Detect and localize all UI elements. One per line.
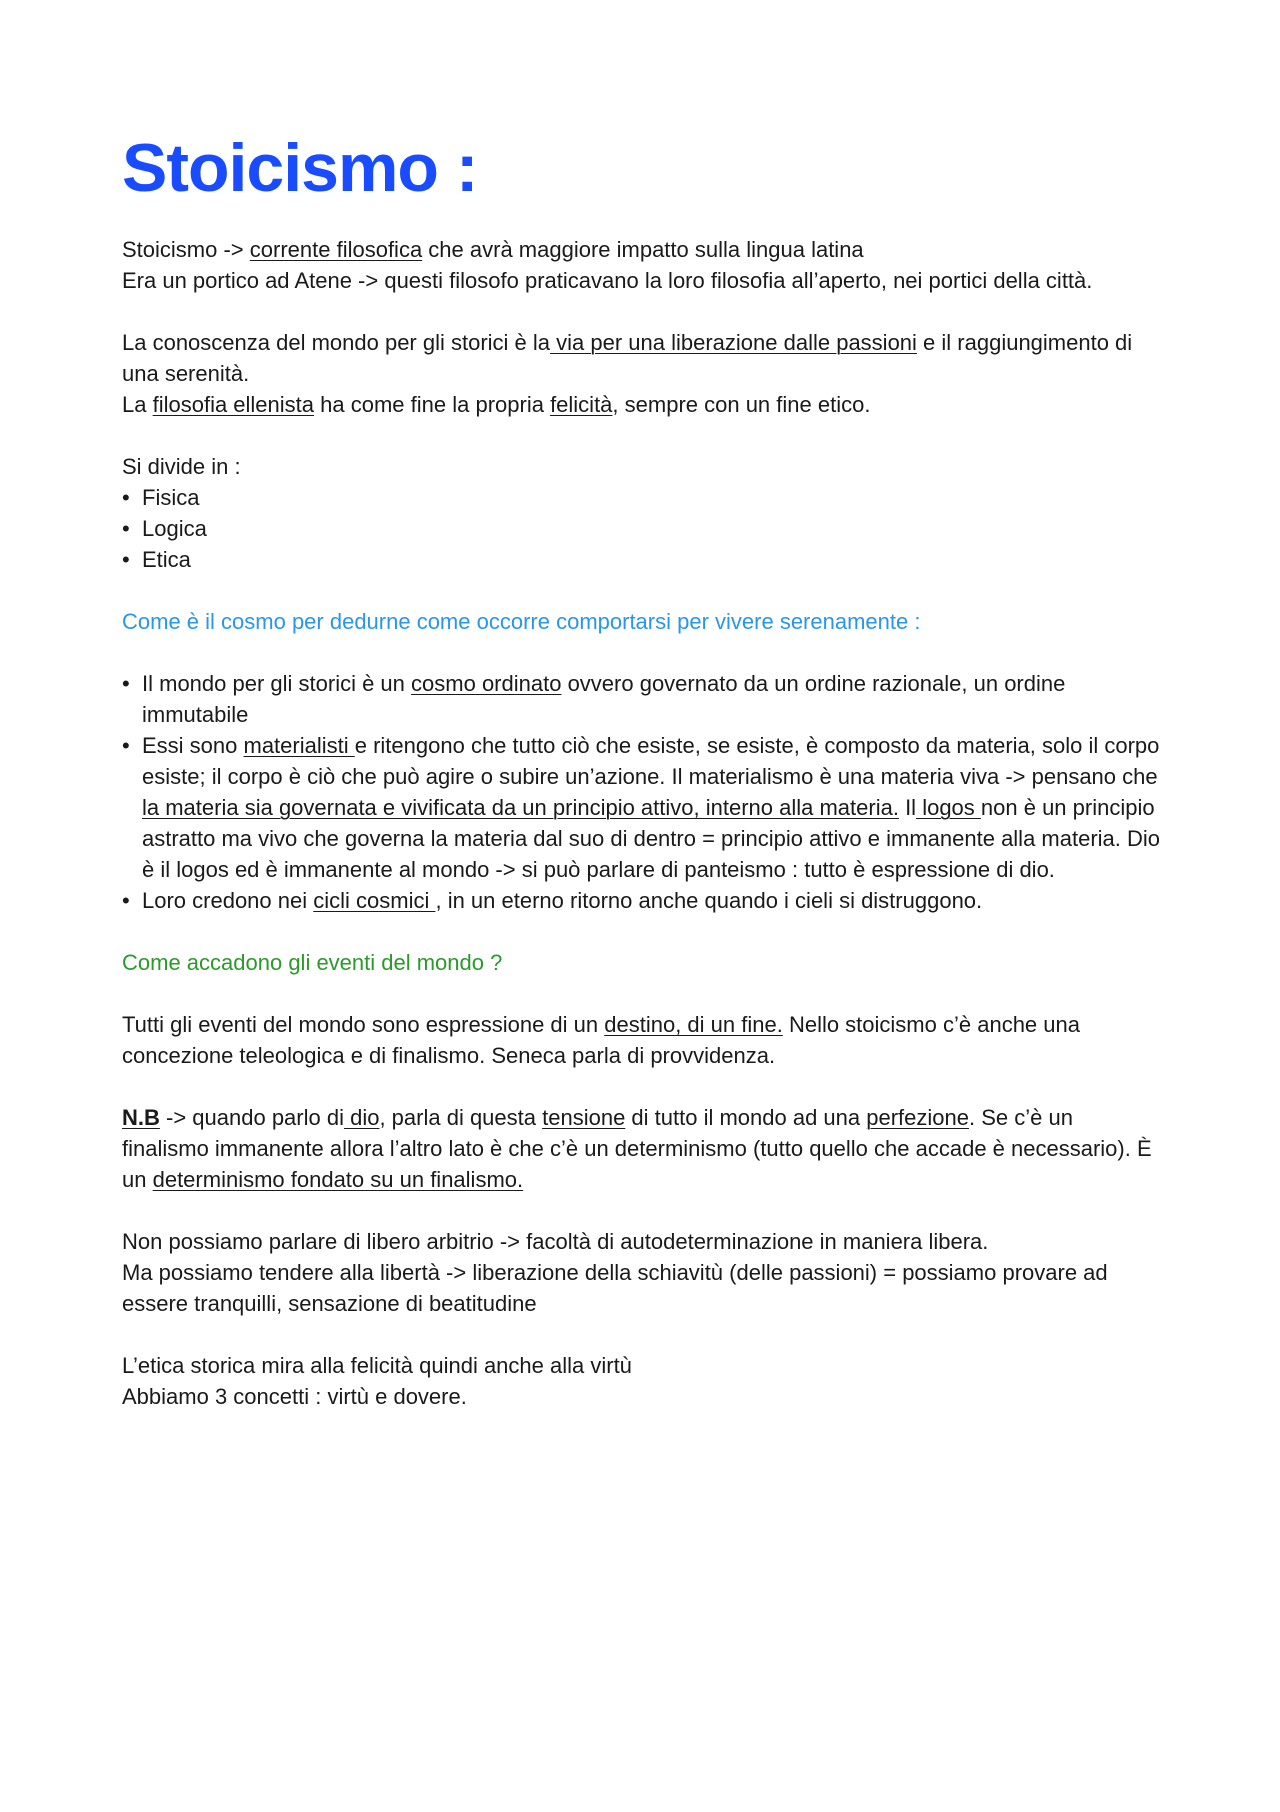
section-heading-eventi: Come accadono gli eventi del mondo ? xyxy=(122,950,503,975)
text-span: di tutto il mondo ad una xyxy=(625,1105,867,1130)
liberta-line-1: Non possiamo parlare di libero arbitrio -> facoltà di autodeterminazione in maniera libera. xyxy=(122,1229,989,1254)
spacer xyxy=(122,1071,1160,1102)
text-span: , sempre con un fine etico. xyxy=(612,392,871,417)
text-span: Tutti gli eventi del mondo sono espressione di un xyxy=(122,1012,605,1037)
section-heading-cosmo: Come è il cosmo per dedurne come occorre comportarsi per vivere serenamente : xyxy=(122,609,921,634)
list-item xyxy=(122,730,1160,885)
text-span: La xyxy=(122,392,153,417)
text-span: che avrà maggiore impatto sulla lingua latina xyxy=(422,237,864,262)
underlined-term: determinismo fondato su un finalismo. xyxy=(152,1167,524,1192)
underlined-term: filosofia ellenista xyxy=(152,392,315,417)
intro-line-1 xyxy=(122,234,1160,265)
text-span: Loro credono nei xyxy=(142,888,314,913)
etica-line-2: Abbiamo 3 concetti : virtù e dovere. xyxy=(122,1384,467,1409)
divide-label: Si divide in : xyxy=(122,454,241,479)
nb-label: N.B xyxy=(122,1105,160,1130)
nb-paragraph xyxy=(122,1102,1160,1195)
spacer xyxy=(122,637,1160,668)
underlined-term: la materia sia governata e vivificata da un principio attivo, interno alla materia. xyxy=(142,795,899,820)
underlined-term: dio xyxy=(343,1105,380,1130)
list-item xyxy=(122,668,1160,730)
spacer xyxy=(122,575,1160,606)
list-item: • Etica xyxy=(122,544,1160,575)
text-span: Nello stoicismo c’è anche una concezione teleologica e di finalismo. Seneca parla di provvidenza. xyxy=(122,1012,1080,1068)
underlined-term: cicli cosmici xyxy=(313,888,436,913)
text-span: Il mondo per gli storici è un xyxy=(142,671,412,696)
etica-line-1: L’etica storica mira alla felicità quindi anche alla virtù xyxy=(122,1353,632,1378)
liberta-line-2: Ma possiamo tendere alla libertà -> liberazione della schiavitù (delle passioni) = possiamo provare ad essere tranquilli, sensazione di beatitudine xyxy=(122,1260,1108,1316)
text-span: e il raggiungimento di una serenità. xyxy=(122,330,1133,386)
underlined-term: felicità xyxy=(550,392,613,417)
underlined-term: tensione xyxy=(542,1105,626,1130)
list-item: • Fisica xyxy=(122,482,1160,513)
underlined-term: cosmo ordinato xyxy=(411,671,562,696)
divide-list xyxy=(122,482,1160,575)
text-span: ha come fine la propria xyxy=(314,392,551,417)
text-span: , parla di questa xyxy=(379,1105,543,1130)
text-span: . Se c’è un finalismo immanente allora l’altro lato è che c’è un determinismo (tutto quello che accade è necessario). È un xyxy=(122,1105,1152,1192)
underlined-term: materialisti xyxy=(243,733,355,758)
underlined-term: corrente filosofica xyxy=(249,237,423,262)
underlined-term: destino, di un fine. xyxy=(604,1012,783,1037)
spacer xyxy=(122,978,1160,1009)
spacer xyxy=(122,1195,1160,1226)
conoscenza-paragraph xyxy=(122,327,1160,389)
cosmo-list xyxy=(122,668,1160,916)
spacer xyxy=(122,296,1160,327)
intro-line-2: Era un portico ad Atene -> questi filosofo praticavano la loro filosofia all’aperto, nei portici della città. xyxy=(122,268,1093,293)
text-span: -> quando parlo di xyxy=(159,1105,344,1130)
page-title: Stoicismo : xyxy=(122,130,478,206)
underlined-term: via per una liberazione dalle passioni xyxy=(550,330,917,355)
spacer xyxy=(122,1319,1160,1350)
text-span: ovvero governato da un ordine razionale, un ordine immutabile xyxy=(142,671,1066,727)
eventi-paragraph xyxy=(122,1009,1160,1071)
list-item xyxy=(122,885,1160,916)
spacer xyxy=(122,420,1160,451)
text-span: Essi sono xyxy=(142,733,244,758)
text-span: , in un eterno ritorno anche quando i cieli si distruggono. xyxy=(435,888,983,913)
underlined-term: perfezione xyxy=(866,1105,969,1130)
text-span: Il xyxy=(898,795,917,820)
filosofia-paragraph xyxy=(122,389,1160,420)
list-item: • Logica xyxy=(122,513,1160,544)
text-span: La conoscenza del mondo per gli storici è la xyxy=(122,330,551,355)
text-span: non è un principio astratto ma vivo che governa la materia dal suo di dentro = principio attivo e immanente alla materia. Dio è il logos ed è immanente al mondo -> si può parlare di panteismo : tutto è espressione di dio. xyxy=(142,795,1161,882)
underlined-term: logos xyxy=(916,795,981,820)
text-span: e ritengono che tutto ciò che esiste, se esiste, è composto da materia, solo il corpo esiste; il corpo è ciò che può agire o subire un’azione. Il materialismo è una materia viva -> pensano che xyxy=(142,733,1160,789)
text-span: Stoicismo -> xyxy=(122,237,250,262)
spacer xyxy=(122,916,1160,947)
